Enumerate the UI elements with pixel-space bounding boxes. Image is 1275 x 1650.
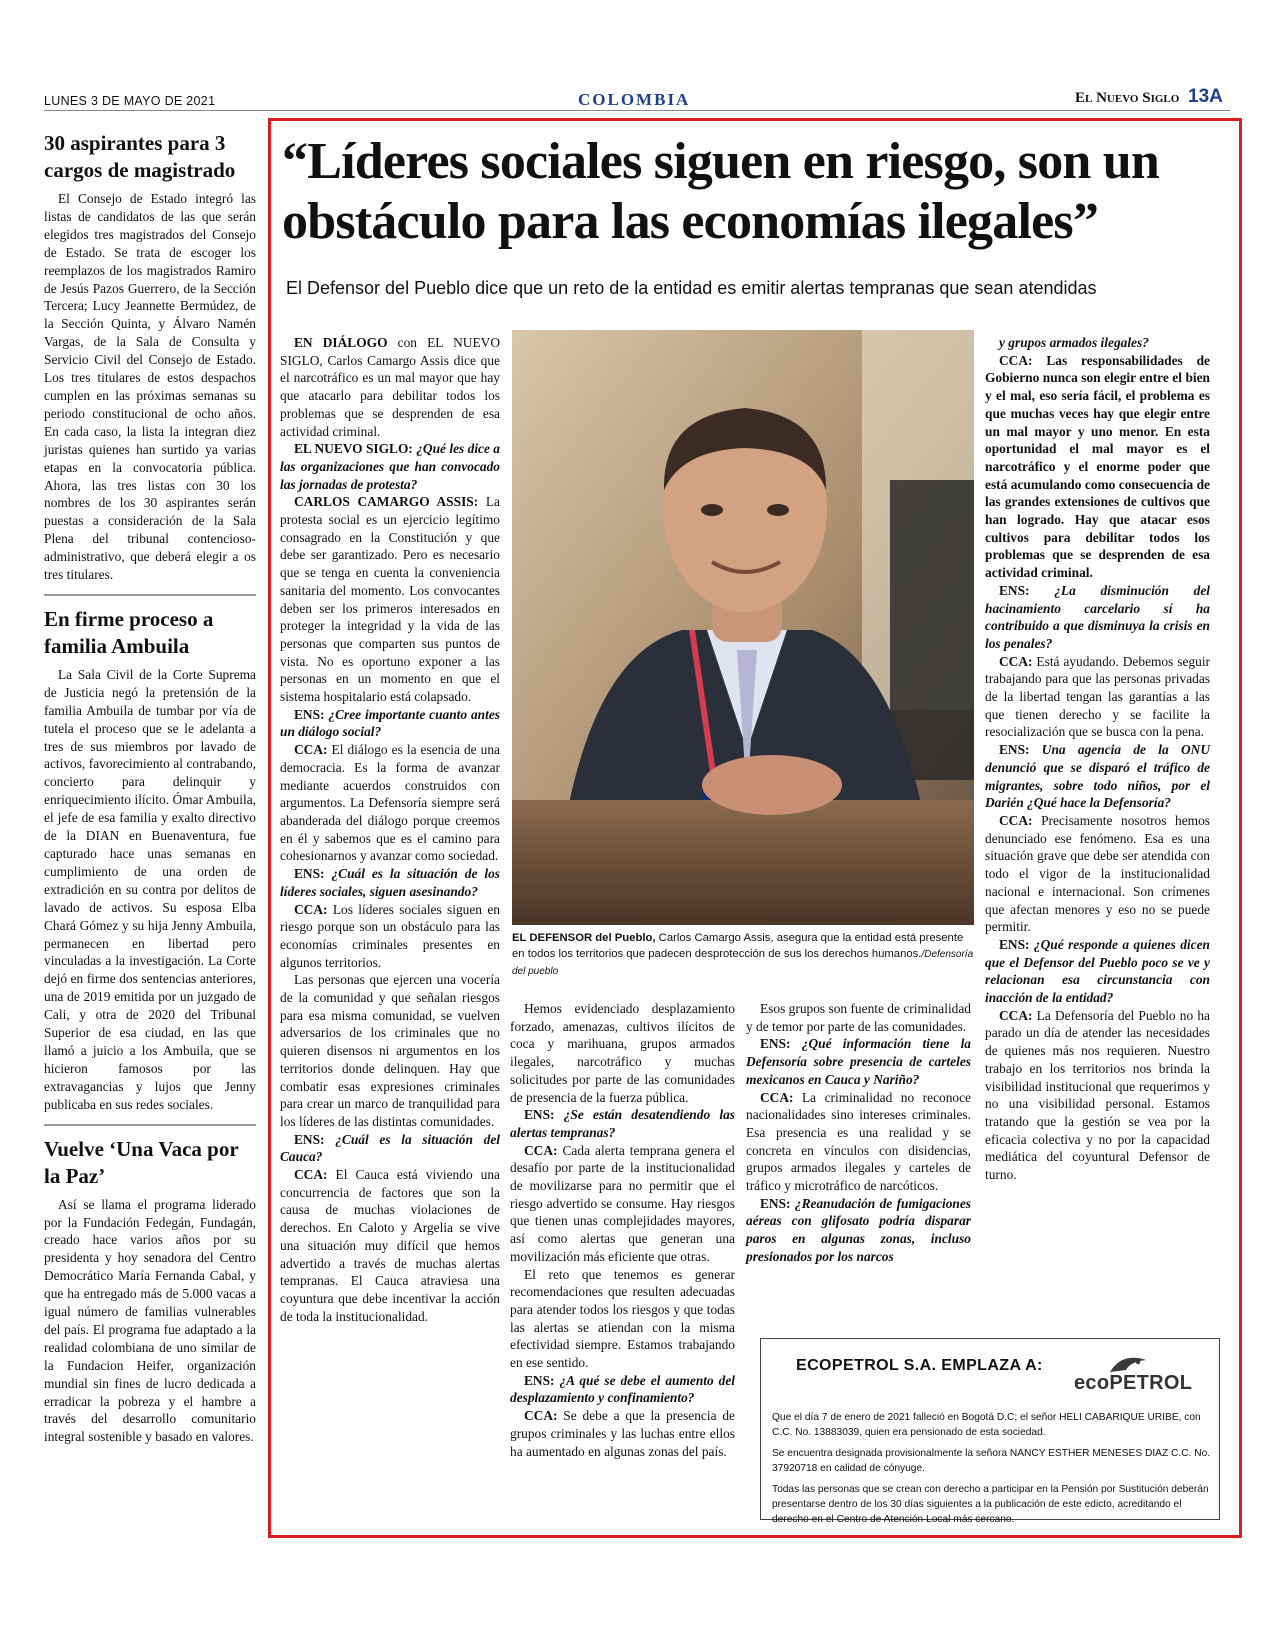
- side-story-title: En firme proceso a familia Ambuila: [44, 606, 214, 658]
- side-story-title: Vuelve ‘Una Vaca por la Paz’: [44, 1136, 239, 1188]
- interview-paragraph: [510, 1106, 735, 1141]
- ecopetrol-logo-text: ecoPETROL: [1074, 1372, 1193, 1394]
- interview-paragraph: [280, 901, 500, 972]
- speaker-label: CCA:: [294, 742, 328, 758]
- side-story: [44, 130, 256, 584]
- speaker-label: ENS:: [294, 706, 325, 722]
- issue-date: LUNES 3 DE MAYO DE 2021: [44, 94, 216, 108]
- interview-question: ¿Se están desatendiendo las alertas tempranas?: [510, 1107, 735, 1140]
- speaker-label: ENS:: [760, 1195, 791, 1211]
- interview-paragraph: [985, 582, 1210, 653]
- interview-paragraph: [280, 741, 500, 865]
- notice-title: ECOPETROL S.A. EMPLAZA A:: [796, 1357, 1043, 1374]
- interview-question: ¿Qué responde a quienes dicen que el Defensor del Pueblo poco se ve y relacionan esa circunstancia con inacción de la entidad?: [985, 936, 1210, 1006]
- speaker-label: ENS:: [999, 742, 1030, 758]
- speaker-label: CARLOS CAMARGO ASSIS:: [294, 494, 479, 510]
- speaker-label: ENS:: [294, 866, 325, 882]
- interview-answer: con EL NUEVO SIGLO, Carlos Camargo Assis dice que el narcotráfico es un mal mayor que hay que atacarlo para debilitar todos los problemas que se desprenden de esa actividad criminal.: [280, 335, 500, 439]
- notice-paragraph: Todas las personas que se crean con derecho a participar en la Pensión por Sustitución deberán presentarse dentro de los 30 días siguientes a la publicación de este edicto, acreditando el derecho en el Centro de Atención Local más cercano.: [772, 1484, 1209, 1525]
- interview-paragraph: [280, 493, 500, 705]
- photo-credit: /Defensoría del pueblo: [512, 949, 974, 977]
- interview-paragraph: [280, 1131, 500, 1166]
- article-column-4: [985, 334, 1210, 1184]
- side-divider: [44, 1124, 256, 1126]
- interview-answer: Se debe a que la presencia de grupos criminales y las luchas entre ellos ha aumentado en algunas zonas del país.: [510, 1408, 735, 1459]
- speaker-label: ENS:: [999, 936, 1030, 952]
- speaker-label: CCA:: [294, 1167, 328, 1183]
- interview-answer: Cada alerta temprana genera el desafío por parte de la institucionalidad de movilizarse para no permitir que el riesgo advertido se consume. Hay riesgos que tienen unas complejidades mayores, así como alertas que generan una movilización más eficiente que otras.: [510, 1142, 735, 1264]
- side-story: [44, 1136, 256, 1447]
- interview-question: ¿Cuál es la situación de los líderes sociales, siguen asesinando?: [280, 866, 500, 899]
- side-story-title: 30 aspirantes para 3 cargos de magistrado: [44, 131, 236, 182]
- article-column-2: [510, 1000, 735, 1460]
- interview-paragraph: [510, 1372, 735, 1407]
- interview-question: y grupos armados ilegales?: [999, 335, 1149, 350]
- article-column-3: [746, 1000, 971, 1266]
- interview-question: ¿Qué les dice a las organizaciones que han convocado las jornadas de protesta?: [280, 441, 500, 492]
- interview-answer: La protesta social es un ejercicio legítimo consagrado en la Constitución y que debe ser garantizado. Pero es necesario que se tenga en cuenta la conveniencia sanitaria del momento. Los convocantes deben ser los primeros interesados en proteger la integridad y la vida de las personas que comparten sus puntos de vista. No es oportuno exponer a las personas en un momento en que el sistema hospitalario está colapsado.: [280, 494, 500, 705]
- caption-text: Carlos Camargo Assis, asegura que la entidad está presente en todos los territorios que padecen desprotección de sus los derechos humanos.: [512, 932, 964, 960]
- interview-paragraph: [280, 865, 500, 900]
- interview-question: Una agencia de la ONU denunció que se disparó el tráfico de migrantes, sobre todo niños, por el Darién ¿Qué hace la Defensoría?: [985, 742, 1210, 811]
- header-rule: [44, 110, 1230, 111]
- interview-answer: El reto que tenemos es generar recomendaciones que resulten adecuadas para atender todos los riesgos y que todas las alertas se atiendan con la misma efectividad siempre. Estamos trabajando en ese sentido.: [510, 1266, 735, 1371]
- notice-paragraph: Que el día 7 de enero de 2021 falleció en Bogotá D.C; el señor HELI CABARIQUE URIBE, con C.C. No. 13883039, quien era pensionado de esta sociedad.: [772, 1412, 1201, 1438]
- sidebar-news-column: [44, 130, 256, 1456]
- speaker-label: ENS:: [760, 1036, 791, 1052]
- interview-paragraph: [510, 1142, 735, 1266]
- interview-paragraph: [746, 1000, 971, 1035]
- speaker-label: ENS:: [524, 1372, 555, 1388]
- section-title: COLOMBIA: [578, 90, 691, 109]
- article-headline: “Líderes sociales siguen en riesgo, son un obstáculo para las economías ilegales”: [282, 133, 1159, 250]
- speaker-label: EN DIÁLOGO: [294, 335, 388, 350]
- interview-answer: Las personas que ejercen una vocería de la comunidad y que señalan riesgos para esa misma comunidad, se vuelven adversarios de los criminales que no quieren disensos ni argumentos en los territorios donde delinquen. Hay que combatir esas expresiones criminales para crear un marco de tranquilidad para los líderes de las distintas comunidades.: [280, 972, 500, 1129]
- page-number: 13A: [1188, 86, 1223, 107]
- interview-question: ¿Qué información tiene la Defensoría sobre presencia de carteles mexicanos en Cauca y Nariño?: [746, 1036, 971, 1087]
- interview-paragraph: [985, 1007, 1210, 1184]
- side-story-body: La Sala Civil de la Corte Suprema de Justicia negó la pretensión de la familia Ambuila de tumbar por vía de tutela el proceso que se le adelanta a tres de sus miembros por lavado de activos, favorecimiento al contrabando, concierto para delinquir y enriquecimiento ilícito. Ómar Ambuila, el jefe de esa familia y exalto directivo de la DIAN en Buenaventura, fue capturado hace unas semanas en cumplimiento de una orden de extradición en su contra por delitos de lavado de activos. Su esposa Elba Chará Gómez y su hija Jenny Ambuila, permanecen en libertad pero vinculadas a la investigación. La Corte dejó en firme dos sentencias anteriores, una de 2019 emitida por un juzgado de Cali, y otra de 2020 del Tribunal Superior de esa ciudad, en las que llamó a juicio a los Ambuila, que se hicieron famosos por las extravagancias y lujos que Jenny publicaba en sus redes sociales.: [44, 666, 256, 1112]
- interview-paragraph: [985, 812, 1210, 936]
- interview-paragraph: [280, 971, 500, 1130]
- interview-paragraph: [985, 653, 1210, 742]
- side-divider: [44, 594, 256, 596]
- newspaper-brand: El Nuevo Siglo: [1075, 90, 1180, 106]
- interview-answer: Esos grupos son fuente de criminalidad y de temor por parte de las comunidades.: [746, 1001, 971, 1034]
- article-subhead: El Defensor del Pueblo dice que un reto de la entidad es emitir alertas tempranas que sean atendidas: [286, 278, 1097, 298]
- side-story: [44, 606, 256, 1114]
- interview-paragraph: [985, 334, 1210, 352]
- caption-lead: EL DEFENSOR del Pueblo,: [512, 932, 656, 944]
- speaker-label: CCA:: [999, 653, 1033, 669]
- side-story-body: Así se llama el programa liderado por la Fundación Fedegán, Fundagán, creado hace varios años por su presidenta y hoy senadora del Centro Democrático María Fernanda Cabal, y que ha entregado más de 5.000 vacas a igual número de familias vulnerables del país. El programa fue adaptado a la realidad colombiana de uno similar de la Fundacion Heifer, organización mundial sin fines de lucro dedicada a erradicar la pobreza y el hambre a través del desarrollo comunitario integral sostenible y basado en valores.: [44, 1196, 256, 1445]
- interview-paragraph: [280, 334, 500, 440]
- interview-paragraph: [746, 1035, 971, 1088]
- speaker-label: CCA:: [294, 901, 328, 917]
- interview-paragraph: [510, 1407, 735, 1460]
- interview-answer: Precisamente nosotros hemos denunciado ese fenómeno. Esa es una situación grave que debe ser atendida con todo el vigor de la institucionalidad nacional e internacional. Son crímenes que afectan menores y eso no se puede permitir.: [985, 812, 1210, 935]
- speaker-label: EL NUEVO SIGLO:: [294, 441, 413, 457]
- interview-question: ¿Cuál es la situación del Cauca?: [280, 1131, 500, 1165]
- speaker-label: CCA:: [999, 1007, 1033, 1023]
- article-column-1: [280, 334, 500, 1325]
- notice-paragraph: Se encuentra designada provisionalmente la señora NANCY ESTHER MENESES DIAZ C.C. No. 37920718 en calidad de cónyuge.: [772, 1448, 1211, 1474]
- interview-question: ¿Cree importante cuanto antes un diálogo social?: [280, 706, 500, 740]
- interview-question: ¿La disminución del hacinamiento carcelario sí ha contribuido a que disminuya la crisis en los penales?: [985, 582, 1210, 651]
- photo-caption: [512, 930, 974, 980]
- interview-answer: Está ayudando. Debemos seguir trabajando para que las personas privadas de la libertad tengan las garantías a las que tienen derecho y se facilite la resocialización que se busca con la pena.: [985, 653, 1210, 740]
- speaker-label: ENS:: [999, 582, 1030, 598]
- speaker-label: CCA:: [524, 1142, 558, 1158]
- interview-answer: El Cauca está viviendo una concurrencia de factores que son la causa de muchas violaciones de derechos. En Caloto y Argelia se vive una situación muy difícil que hemos advertido a través de muchas alertas tempranas. El Cauca atraviesa una coyuntura que debe incentivar la acción de toda la institucionalidad.: [280, 1167, 500, 1324]
- portrait-illustration: [512, 330, 974, 925]
- speaker-label: ENS:: [294, 1131, 325, 1147]
- interview-paragraph: [280, 706, 500, 741]
- interview-answer: La Defensoría del Pueblo no ha parado un día de atender las necesidades de quienes más nos requieren. Nuestro trabajo en los territorios nos brinda la visibilidad institucional que requerimos y no una visibilidad personal. Estamos tratando que la gestión se vea por la eficacia colectiva y no por la capacidad mediática del coyuntural Defensor de turno.: [985, 1007, 1210, 1183]
- interview-paragraph: [510, 1000, 735, 1106]
- interview-question: ¿A qué se debe el aumento del desplazamiento y confinamiento?: [510, 1372, 735, 1406]
- interview-answer: Las responsabilidades de Gobierno nunca son elegir entre el bien y el mal, eso sería fácil, el problema es que muchas veces hay que elegir entre un mal mayor y uno menor. En esta oportunidad el mal mayor es el narcotráfico y el enorme poder que está acumulando como consecuencia de las grandes extensiones de cultivos que han logrado. Hay que atacar esos cultivos para debilitar todos los problemas que se desprenden de esa actividad criminal.: [985, 352, 1210, 581]
- interview-answer: El diálogo es la esencia de una democracia. Es la forma de avanzar mediante acuerdos construidos con argumentos. La Defensoría siempre será abanderada del diálogo porque creemos en él y sabemos que es el camino para cohesionarnos y avanzar como sociedad.: [280, 742, 500, 864]
- interview-paragraph: [985, 741, 1210, 812]
- interview-paragraph: [280, 440, 500, 493]
- speaker-label: CCA:: [760, 1089, 794, 1105]
- interview-paragraph: [985, 352, 1210, 582]
- interview-question: ¿Reanudación de fumigaciones aéreas con glifosato podría disparar paros en algunas zonas, incluso presionados por los narcos: [746, 1195, 971, 1264]
- speaker-label: CCA:: [524, 1408, 558, 1424]
- speaker-label: CCA:: [999, 812, 1033, 828]
- defender-portrait-photo: [512, 330, 974, 925]
- interview-paragraph: [510, 1266, 735, 1372]
- speaker-label: CCA:: [999, 352, 1033, 368]
- interview-answer: La criminalidad no reconoce nacionalidades sino intereses criminales. Esa presencia es una realidad y se concreta en vínculos con disidencias, grupos armados ilegales y carteles de tráfico y microtráfico de narcóticos.: [746, 1089, 971, 1194]
- interview-paragraph: [746, 1089, 971, 1195]
- interview-answer: Los líderes sociales siguen en riesgo porque son un obstáculo para las economías criminales presentes en algunos territorios.: [280, 901, 500, 970]
- interview-paragraph: [280, 1166, 500, 1325]
- side-story-body: El Consejo de Estado integró las listas de candidatos de las que serán elegidos tres magistrados del Consejo de Estado. Se trata de escoger los reemplazos de los magistrados Ramiro de Jesús Pazos Guerrero, de la Sección Tercera; Lucy Jeannette Bermúdez, de la Sección Quinta, y Álvaro Namén Vargas, de la Sala de Consulta y Servicio Civil del Consejo de Estado. Los tres titulares de estos despachos cumplen en las próximas semanas su periodo constitucional de ocho años. En cada caso, la lista la integran diez juristas quienes han surtido ya varias etapas en la convocatoria pública. Ahora, las tres listas con 30 los nombres de los 30 aspirantes serán puestas a consideración de la Sala Plena del tribunal contencioso-administrativo, que deberá elegir a os tres titulares.: [44, 191, 256, 583]
- speaker-label: ENS:: [524, 1107, 555, 1123]
- interview-paragraph: [985, 936, 1210, 1007]
- interview-paragraph: [746, 1195, 971, 1266]
- interview-answer: Hemos evidenciado desplazamiento forzado, amenazas, cultivos ilícitos de coca y marihuana, grupos armados ilegales, narcotráfico y muchas solicitudes por parte de las comunidades de presencia de la fuerza pública.: [510, 1001, 735, 1105]
